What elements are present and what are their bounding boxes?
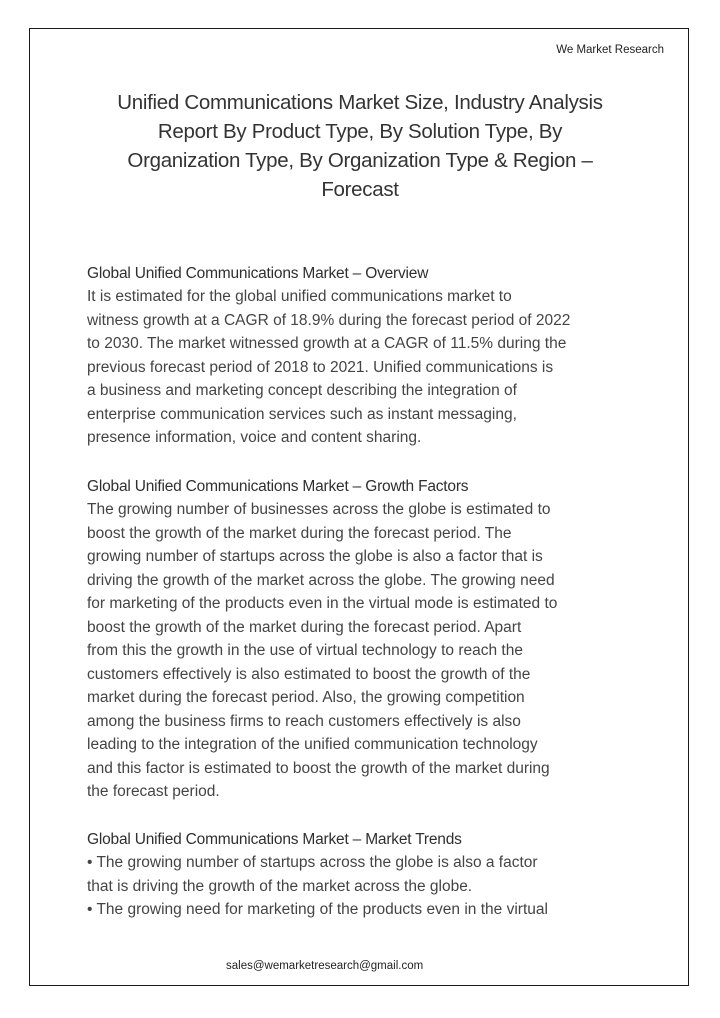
footer-email: sales@wemarketresearch@gmail.com [226,960,424,972]
paragraph-line: It is estimated for the global unified communications market to [87,288,512,305]
paragraph-line: growing number of startups across the globe is also a factor that is [87,548,543,565]
paragraph-line: customers effectively is also estimated to boost the growth of the [87,665,531,683]
section-heading: Global Unified Communications Market – Market Trends [87,831,462,848]
bullet-line: • The growing need for marketing of the products even in the virtual [87,901,548,918]
paragraph-line: and this factor is estimated to boost the growth of the market during [87,759,550,777]
section-overview [87,262,647,450]
paragraph-line: leading to the integration of the unified communication technology [87,736,538,753]
paragraph-line: to 2030. The market witnessed growth at a CAGR of 11.5% during the [87,335,567,352]
paragraph-line: a business and marketing concept describing the integration of [87,382,517,399]
paragraph-line: for marketing of the products even in the virtual mode is estimated to [87,595,558,612]
paragraph-line: previous forecast period of 2018 to 2021. Unified communications is [87,358,554,376]
header-brand: We Market Research [556,44,664,56]
paragraph-line: among the business firms to reach customers effectively is also [87,712,521,730]
paragraph-line: enterprise communication services such as instant messaging, [87,405,517,423]
paragraph-line: witness growth at a CAGR of 18.9% during the forecast period of 2022 [87,311,571,329]
title-line: Report By Product Type, By Solution Type, By [157,120,563,143]
paragraph-line: driving the growth of the market across the globe. The growing need [87,571,555,589]
section-heading: Global Unified Communications Market – Overview [87,265,429,282]
paragraph-line: boost the growth of the market during the forecast period. Apart [87,618,522,636]
title-line: Unified Communications Market Size, Industry Analysis [117,91,603,114]
paragraph-line: market during the forecast period. Also, the growing competition [87,689,525,706]
paragraph-line: the forecast period. [87,783,220,800]
section-growth-factors [87,475,647,804]
paragraph-line: The growing number of businesses across the globe is estimated to [87,501,551,518]
document-title [80,88,640,204]
bullet-line: • The growing number of startups across the globe is also a factor [87,854,538,871]
paragraph-line: presence information, voice and content sharing. [87,429,422,446]
paragraph-line: boost the growth of the market during the forecast period. The [87,524,512,542]
title-line: Forecast [321,178,399,201]
title-line: Organization Type, By Organization Type & Region – [127,149,593,172]
paragraph-line: that is driving the growth of the market across the globe. [87,877,473,895]
section-heading: Global Unified Communications Market – Growth Factors [87,478,469,495]
paragraph-line: from this the growth in the use of virtual technology to reach the [87,642,523,659]
section-market-trends [87,828,647,922]
